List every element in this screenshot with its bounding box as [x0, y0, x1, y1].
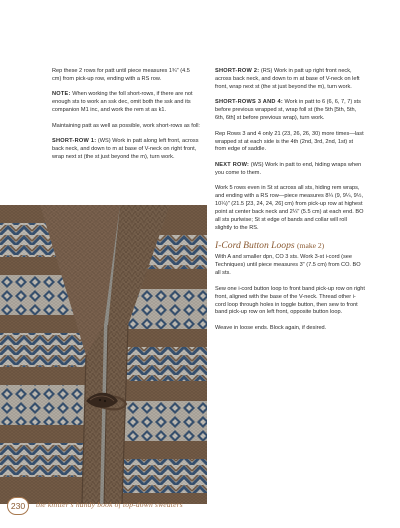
short-rows-3-4-lead: SHORT-ROWS 3 AND 4:	[215, 99, 283, 106]
sweater-illustration	[0, 205, 207, 504]
short-rows-3-4-text: Work in patt to 6 (6, 6, 7, 7) sts before previous wrapped st, wrap foll st (the 5th [5th, 5th, 6th, 6th] st before previous wrap), turn work.	[215, 99, 361, 122]
paragraph-note	[52, 91, 200, 115]
note-lead: NOTE:	[52, 91, 71, 98]
paragraph-short-row-2	[215, 68, 365, 92]
page-footer	[0, 494, 400, 518]
right-column	[215, 68, 365, 340]
section-heading-text: I-Cord Button Loops	[215, 240, 295, 252]
paragraph-next-row	[215, 162, 365, 178]
short-row-1-text: (WS) Work in patt along left front, across back neck, and down to m at base of V-neck on right front, wrap next st (the st just beyond the m), turn work.	[52, 138, 199, 161]
next-row-lead: NEXT ROW:	[215, 161, 250, 168]
paragraph-icord: With A and smaller dpn, CO 3 sts. Work 3-st i-cord (see Techniques) until piece measures 3" (7.5 cm) from CO. BO all sts.	[215, 254, 361, 277]
note-text: When working the foll short-rows, if there are not enough sts to work an ssk dec, omit both the ssk and its companion M1 inc, and work the rem st as k1.	[52, 91, 193, 114]
paragraph-repeat-rows: Rep Rows 3 and 4 only 21 (23, 26, 26, 30) more times—last wrapped st at each side is the 4th (2nd, 3rd, 2nd, 1st) st from edge of saddle.	[215, 130, 364, 153]
paragraph-weave-ends: Weave in loose ends. Block again, if desired.	[215, 324, 327, 331]
sweater-photo	[0, 205, 207, 504]
paragraph-sew-loops: Sew one i-cord button loop to front band pick-up row on right front, aligned with the base of the V-neck. Thread other i-cord loop through holes in toggle button, then sew to front band pick-up row on left front, opposite button loop.	[215, 285, 365, 316]
book-title: the knitter's handy book of top-down sweaters	[36, 500, 183, 509]
short-row-2-text: (RS) Work in patt up right front neck, across back neck, and down to m at base of V-neck on left front, wrap next st (the st just beyond the m), turn work.	[215, 68, 360, 90]
short-row-2-lead: SHORT-ROW 2:	[215, 68, 260, 74]
page-number: 230	[7, 497, 29, 515]
section-heading-count: (make 2)	[297, 241, 325, 251]
left-column	[52, 68, 200, 170]
paragraph-work-rows: Work 5 rows even in St st across all sts, hiding rem wraps, and ending with a RS row—piece measures 8¼ (9, 9¼, 9½, 10¼)" (21.5 [23, 24, 24, 26] cm) from pick-up row at highest point at center back neck and 2¼" (5.5 cm) at each end. BO all sts purlwise; St st edge of bands and collar will roll slightly to the RS.	[215, 185, 364, 231]
paragraph-short-row-1	[52, 138, 200, 162]
section-heading-icord	[215, 240, 365, 251]
paragraph-maintain-patt: Maintaining patt as well as possible, work short-rows as foll:	[52, 122, 200, 129]
next-row-text: (WS) Work in patt to end, hiding wraps when you come to them.	[215, 161, 362, 176]
paragraph-pattern-repeat: Rep these 2 rows for patt until piece measures 1¾" (4.5 cm) from pick-up row, ending with a RS row.	[52, 68, 190, 82]
paragraph-short-rows-3-4	[215, 99, 365, 123]
short-row-1-lead: SHORT-ROW 1:	[52, 138, 97, 145]
